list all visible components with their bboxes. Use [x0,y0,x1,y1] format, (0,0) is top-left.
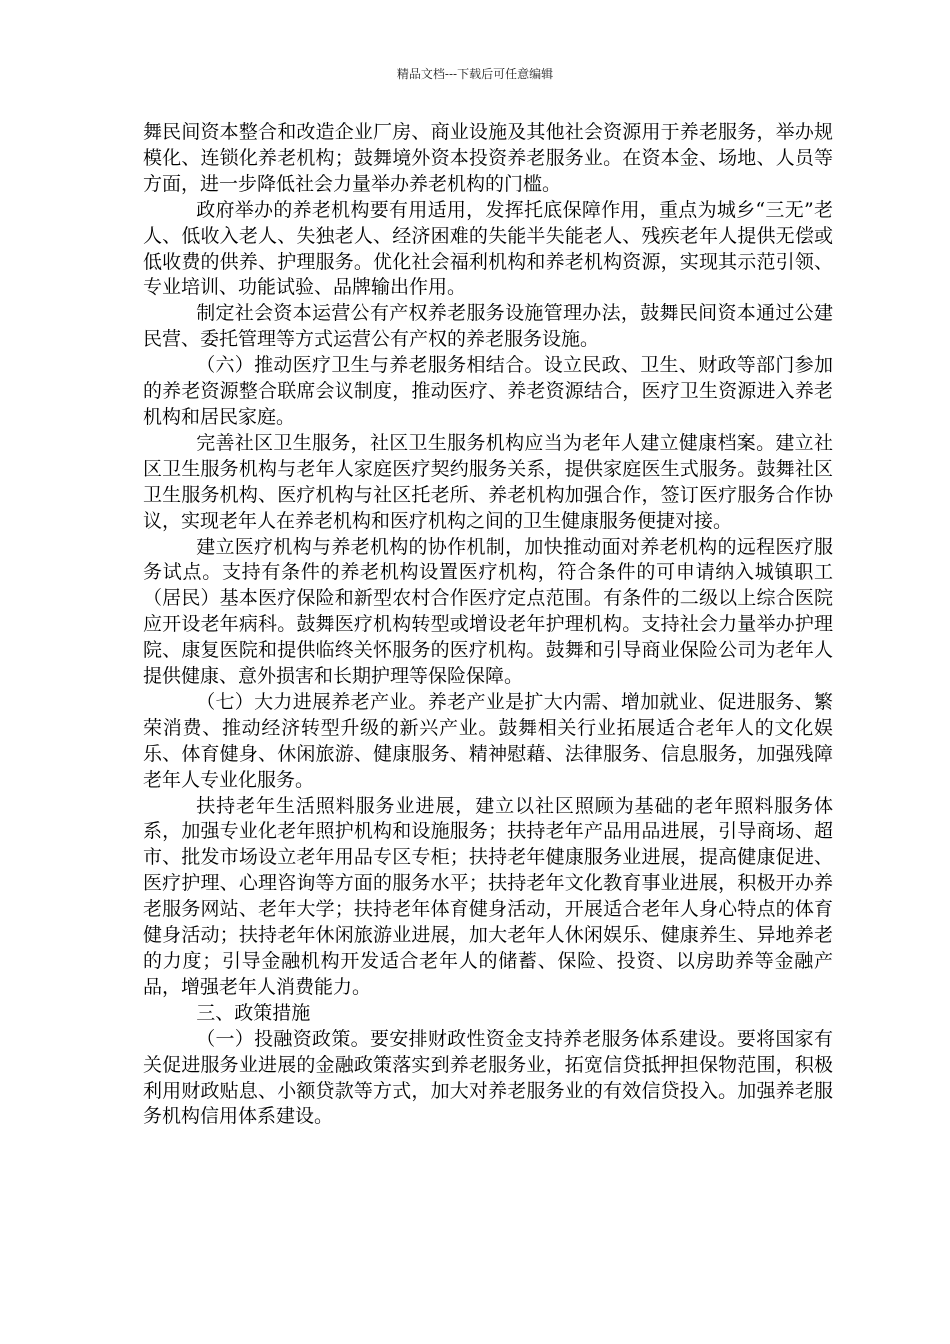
document-body [143,120,833,1130]
paragraph: 扶持老年生活照料服务业进展，建立以社区照顾为基础的老年照料服务体系，加强专业化老年照护机构和设施服务；扶持老年产品用品进展，引导商场、超市、批发市场设立老年用品专区专柜；扶持老年健康服务业进展，提高健康促进、医疗护理、心理咨询等方面的服务水平；扶持老年文化教育事业进展，积极开办养老服务网站、老年大学；扶持老年体育健身活动，开展适合老年人身心特点的体育健身活动；扶持老年休闲旅游业进展，加大老年人休闲娱乐、健康养生、异地养老的力度；引导金融机构开发适合老年人的储蓄、保险、投资、以房助养等金融产品，增强老年人消费能力。 [143,794,833,998]
paragraph: 完善社区卫生服务，社区卫生服务机构应当为老年人建立健康档案。建立社区卫生服务机构与老年人家庭医疗契约服务关系，提供家庭医生式服务。鼓舞社区卫生服务机构、医疗机构与社区托老所、养老机构加强合作，签订医疗服务合作协议，实现老年人在养老机构和医疗机构之间的卫生健康服务便捷对接。 [143,431,833,532]
paragraph: 政府举办的养老机构要有用适用，发挥托底保障作用，重点为城乡“三无”老人、低收入老人、失独老人、经济困难的失能半失能老人、残疾老年人提供无偿或低收费的供养、护理服务。优化社会福利机构和养老机构资源，实现其示范引领、专业培训、功能试验、品牌输出作用。 [143,198,833,299]
paragraph: 制定社会资本运营公有产权养老服务设施管理办法，鼓舞民间资本通过公建民营、委托管理等方式运营公有产权的养老服务设施。 [143,302,833,351]
page-header: 精品文档---下载后可任意编辑 [396,67,554,81]
section-paragraph: （七）大力进展养老产业。养老产业是扩大内需、增加就业、促进服务、繁荣消费、推动经济转型升级的新兴产业。鼓舞相关行业拓展适合老年人的文化娱乐、体育健身、休闲旅游、健康服务、精神慰藉、法律服务、信息服务，加强残障老年人专业化服务。 [143,690,833,791]
section-paragraph: （六）推动医疗卫生与养老服务相结合。设立民政、卫生、财政等部门参加的养老资源整合联席会议制度，推动医疗、养老资源结合，医疗卫生资源进入养老机构和居民家庭。 [143,354,833,428]
section-paragraph: （一）投融资政策。要安排财政性资金支持养老服务体系建设。要将国家有关促进服务业进展的金融政策落实到养老服务业，拓宽信贷抵押担保物范围，积极利用财政贴息、小额贷款等方式，加大对养老服务业的有效信贷投入。加强养老服务机构信用体系建设。 [143,1027,833,1128]
paragraph-continued: 舞民间资本整合和改造企业厂房、商业设施及其他社会资源用于养老服务，举办规模化、连锁化养老机构；鼓舞境外资本投资养老服务业。在资本金、场地、人员等方面，进一步降低社会力量举办养老机构的门槛。 [143,121,833,195]
section-heading: 三、政策措施 [196,1001,311,1024]
paragraph: 建立医疗机构与养老机构的协作机制，加快推动面对养老机构的远程医疗服务试点。支持有条件的养老机构设置医疗机构，符合条件的可申请纳入城镇职工（居民）基本医疗保险和新型农村合作医疗定点范围。有条件的二级以上综合医院应开设老年病科。鼓舞医疗机构转型或增设老年护理机构。支持社会力量举办护理院、康复医院和提供临终关怀服务的医疗机构。鼓舞和引导商业保险公司为老年人提供健康、意外损害和长期护理等保险保障。 [143,535,833,688]
